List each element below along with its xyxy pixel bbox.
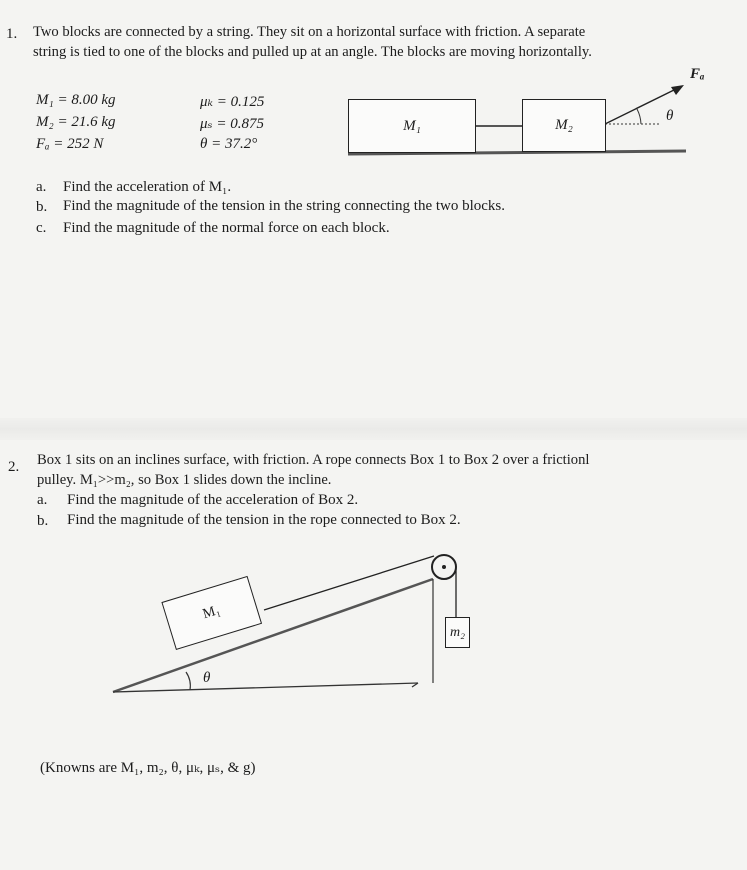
box-m1-incline-label: M₁ [201,602,223,623]
part-1c-text: Find the magnitude of the normal force on each block. [63,220,390,236]
rope-to-pulley [264,556,434,610]
problem1-line2: string is tied to one of the blocks and pulled up at an angle. The blocks are moving horizontally. [33,44,592,60]
part-1b-text: Find the magnitude of the tension in the string connecting the two blocks. [63,198,506,214]
known-fa: Fₐ = 252 N [36,136,104,152]
box-m2-label: m₂ [450,624,465,640]
part-1c-letter: c. [36,220,47,236]
problem1-line1: Two blocks are connected by a string. They sit on a horizontal surface with friction. A separate [33,24,586,40]
part-2a-text: Find the magnitude of the acceleration of Box 2. [67,492,359,508]
block-m1-label: M₁ [403,117,421,134]
known-theta: θ = 37.2° [200,136,258,152]
force-label: Fₐ [690,66,705,82]
part-1b-letter: b. [36,199,48,215]
force-arrowhead [671,85,684,95]
known-mus: μₛ = 0.875 [200,116,264,132]
angle-label-1: θ [666,108,674,124]
problem2-line2: pulley. M₁>>m₂, so Box 1 slides down the incline. [37,472,332,488]
part-1a-letter: a. [36,179,47,195]
part-2b-text: Find the magnitude of the tension in the rope connected to Box 2. [67,512,461,528]
knowns-note: (Knowns are M₁, m₂, θ, μₖ, μₛ, & g) [40,760,256,776]
part-1a-text: Find the acceleration of M₁. [63,179,232,195]
block-m1 [348,99,476,153]
box-m2-hanging [445,617,470,648]
angle-arc-2 [186,672,190,690]
ground-line [113,683,418,692]
problem1-number: 1. [6,26,18,42]
block-m2-label: M₂ [555,117,573,133]
angle-label-2: θ [203,670,211,686]
known-m2: M₂ = 21.6 kg [36,114,116,130]
part-2a-letter: a. [37,492,48,508]
known-m1: M₁ = 8.00 kg [36,92,116,108]
angle-arc-1 [637,109,641,124]
problem2-number: 2. [8,459,20,475]
block-m2 [522,99,606,152]
known-muk: μₖ = 0.125 [200,94,265,110]
incline-surface [113,579,433,692]
problem2-line1: Box 1 sits on an inclines surface, with friction. A rope connects Box 1 to Box 2 over a frictionl [37,452,590,468]
part-2b-letter: b. [37,513,49,529]
